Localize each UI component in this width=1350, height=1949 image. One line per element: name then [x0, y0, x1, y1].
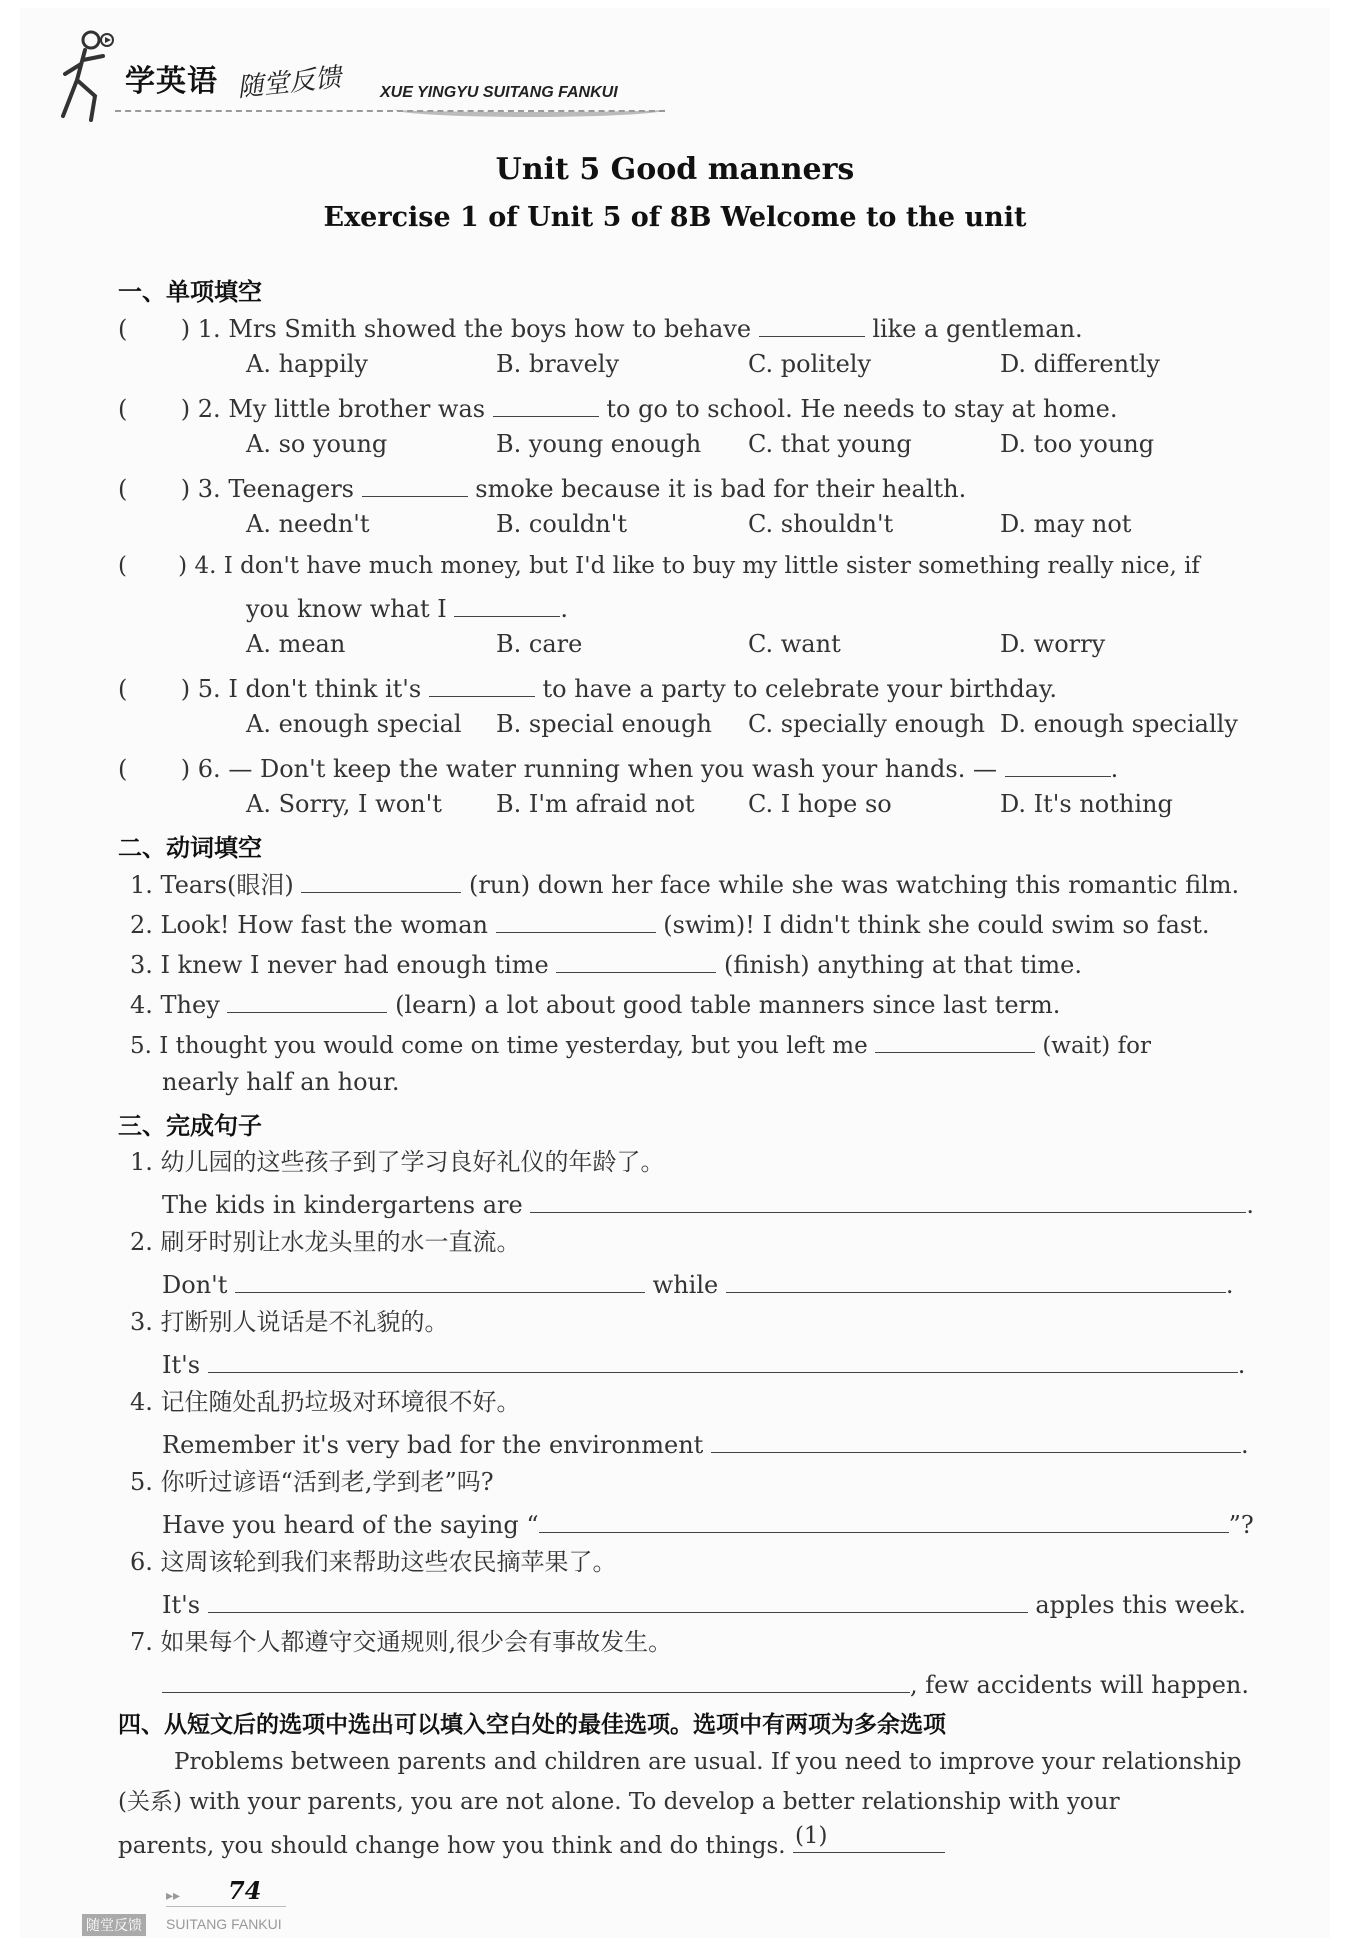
passage-line-1: Problems between parents and children are usual. If you need to improve your relationship: [174, 1749, 1242, 1775]
option-a[interactable]: A. so young: [246, 430, 388, 458]
option-d[interactable]: D. too young: [1000, 430, 1155, 458]
question-4: [118, 550, 1200, 582]
sentence-text: Don't: [162, 1271, 228, 1299]
chinese-prompt: 如果每个人都遵守交通规则,很少会有事故发生。: [160, 1628, 673, 1656]
chinese-prompt: 幼儿园的这些孩子到了学习良好礼仪的年龄了。: [160, 1148, 665, 1176]
question-3: [118, 470, 966, 505]
option-c[interactable]: C. want: [748, 630, 841, 658]
question-6: [118, 750, 1118, 785]
option-c[interactable]: C. shouldn't: [748, 510, 894, 538]
header: [55, 18, 675, 128]
answer-line[interactable]: [711, 1426, 1241, 1453]
item-number: 1.: [130, 1148, 153, 1176]
item-number: 4.: [130, 1388, 153, 1416]
sentence-text: Remember it's very bad for the environment: [162, 1431, 704, 1459]
item-text: Tears(眼泪): [160, 871, 294, 899]
question-text: .: [560, 595, 569, 623]
question-text: like a gentleman.: [872, 315, 1083, 343]
sentence-5-english: [162, 1506, 1254, 1541]
answer-bracket[interactable]: ( ): [118, 395, 191, 423]
verb-item-4: [130, 986, 1060, 1021]
answer-bracket[interactable]: ( ): [118, 553, 188, 579]
blank-label: (1): [794, 1823, 828, 1849]
sentence-text: Have you heard of the saying “: [162, 1511, 539, 1539]
option-a[interactable]: A. happily: [246, 350, 368, 378]
option-d[interactable]: D. differently: [1000, 350, 1160, 378]
footer-pinyin: SUITANG FANKUI: [166, 1916, 282, 1932]
answer-bracket[interactable]: ( ): [118, 315, 191, 343]
question-text: to go to school. He needs to stay at home.: [606, 395, 1118, 423]
sentence-4-chinese: [130, 1386, 521, 1418]
sentence-6-english: [162, 1586, 1246, 1621]
answer-line[interactable]: [539, 1506, 1229, 1533]
chinese-prompt: 刷牙时别让水龙头里的水一直流。: [160, 1228, 521, 1256]
item-text: They: [160, 991, 220, 1019]
option-d[interactable]: D. enough specially: [1000, 710, 1238, 738]
option-d[interactable]: D. It's nothing: [1000, 790, 1173, 818]
sentence-3-chinese: [130, 1306, 449, 1338]
item-text: (learn) a lot about good table manners since last term.: [395, 991, 1061, 1019]
verb-item-5: [130, 1026, 1151, 1062]
chinese-prompt: 打断别人说话是不礼貌的。: [160, 1308, 449, 1336]
question-4-continued: [246, 590, 568, 625]
item-number: 2.: [130, 911, 153, 939]
sentence-7-english: [162, 1666, 1249, 1701]
option-b[interactable]: B. young enough: [496, 430, 702, 458]
answer-line[interactable]: [726, 1266, 1226, 1293]
page-number: 74: [228, 1876, 262, 1905]
sentence-1-chinese: [130, 1146, 665, 1178]
question-2: [118, 390, 1118, 425]
footer-arrow-icon: ▸▸: [166, 1888, 181, 1904]
passage-blank-1[interactable]: [793, 1823, 945, 1853]
item-number: 5.: [130, 1033, 152, 1059]
option-a[interactable]: A. needn't: [246, 510, 370, 538]
passage-text: parents, you should change how you think and do things.: [118, 1833, 786, 1859]
answer-blank[interactable]: [493, 390, 599, 417]
question-number: 4.: [194, 553, 217, 579]
sentence-text: It's: [162, 1591, 201, 1619]
option-c[interactable]: C. specially enough: [748, 710, 985, 738]
option-b[interactable]: B. care: [496, 630, 583, 658]
sentence-text: The kids in kindergartens are: [162, 1191, 523, 1219]
question-number: 2.: [197, 395, 221, 423]
item-text: I knew I never had enough time: [160, 951, 549, 979]
sentence-text: .: [1240, 1431, 1249, 1459]
answer-line[interactable]: [162, 1666, 910, 1693]
item-number: 6.: [130, 1548, 153, 1576]
chinese-prompt: 这周该轮到我们来帮助这些农民摘苹果了。: [160, 1548, 617, 1576]
option-d[interactable]: D. may not: [1000, 510, 1132, 538]
sentence-3-english: [162, 1346, 1245, 1381]
section3-heading: 三、完成句子: [118, 1112, 262, 1140]
item-number: 1.: [130, 871, 153, 899]
option-c[interactable]: C. politely: [748, 350, 872, 378]
option-a[interactable]: A. mean: [246, 630, 346, 658]
option-a[interactable]: A. enough special: [246, 710, 462, 738]
sentence-text: ”?: [1228, 1511, 1254, 1539]
answer-line[interactable]: [208, 1586, 1028, 1613]
answer-blank[interactable]: [759, 310, 865, 337]
question-5: [118, 670, 1057, 705]
sentence-7-chinese: [130, 1626, 672, 1658]
item-text: (wait) for: [1042, 1033, 1151, 1059]
sentence-text: It's: [162, 1351, 201, 1379]
option-b[interactable]: B. couldn't: [496, 510, 627, 538]
option-c[interactable]: C. I hope so: [748, 790, 892, 818]
question-text: Mrs Smith showed the boys how to behave: [228, 315, 752, 343]
item-number: 3.: [130, 1308, 153, 1336]
answer-line[interactable]: [235, 1266, 645, 1293]
sentence-1-english: [162, 1186, 1254, 1221]
verb-item-5-continued: nearly half an hour.: [162, 1068, 400, 1096]
answer-blank[interactable]: [301, 866, 461, 893]
question-number: 5.: [197, 675, 221, 703]
question-text: — Don't keep the water running when you wash your hands. —: [228, 755, 997, 783]
question-number: 3.: [197, 475, 221, 503]
item-number: 3.: [130, 951, 153, 979]
item-number: 4.: [130, 991, 153, 1019]
item-number: 7.: [130, 1628, 153, 1656]
sentence-2-chinese: [130, 1226, 521, 1258]
question-1: [118, 310, 1083, 345]
answer-blank[interactable]: [429, 670, 535, 697]
passage-line-3: [118, 1823, 945, 1862]
question-text: you know what I: [246, 595, 447, 623]
sentence-text: .: [1237, 1351, 1246, 1379]
sentence-text: while: [652, 1271, 719, 1299]
sentence-text: .: [1246, 1191, 1254, 1219]
item-text: (finish) anything at that time.: [724, 951, 1082, 979]
answer-blank[interactable]: [1005, 750, 1111, 777]
option-d[interactable]: D. worry: [1000, 630, 1106, 658]
item-text: I thought you would come on time yesterday, but you left me: [159, 1033, 868, 1059]
answer-bracket[interactable]: ( ): [118, 675, 191, 703]
option-c[interactable]: C. that young: [748, 430, 912, 458]
chinese-prompt: 你听过谚语“活到老,学到老”吗?: [160, 1468, 494, 1496]
question-text: My little brother was: [228, 395, 486, 423]
unit-title: Unit 5 Good manners: [495, 152, 855, 187]
item-text: (swim)! I didn't think she could swim so fast.: [663, 911, 1210, 939]
answer-blank[interactable]: [496, 906, 656, 933]
question-number: 6.: [197, 755, 221, 783]
verb-item-3: [130, 946, 1082, 981]
item-number: 5.: [130, 1468, 153, 1496]
answer-line[interactable]: [530, 1186, 1246, 1213]
question-text: smoke because it is bad for their health.: [475, 475, 967, 503]
section4-heading: 四、从短文后的选项中选出可以填入空白处的最佳选项。选项中有两项为多余选项: [118, 1712, 946, 1738]
runner-logo-icon: [55, 26, 125, 122]
verb-item-1: [130, 866, 1239, 901]
question-text: Teenagers: [228, 475, 354, 503]
answer-line[interactable]: [208, 1346, 1238, 1373]
answer-bracket[interactable]: ( ): [118, 475, 191, 503]
option-b[interactable]: B. bravely: [496, 350, 620, 378]
sentence-6-chinese: [130, 1546, 617, 1578]
sentence-2-english: [162, 1266, 1234, 1301]
header-dashed-line: [115, 110, 665, 112]
exercise-title: Exercise 1 of Unit 5 of 8B Welcome to the unit: [323, 202, 1027, 233]
logo-subtitle: 随堂反馈: [235, 62, 343, 104]
chinese-prompt: 记住随处乱扔垃圾对环境很不好。: [160, 1388, 521, 1416]
question-text: to have a party to celebrate your birthday.: [542, 675, 1058, 703]
answer-blank[interactable]: [556, 946, 716, 973]
option-b[interactable]: B. special enough: [496, 710, 712, 738]
answer-blank[interactable]: [875, 1026, 1035, 1053]
question-text: .: [1110, 755, 1119, 783]
question-number: 1.: [197, 315, 221, 343]
logo-title: 学英语: [125, 64, 218, 99]
footer-line: [166, 1906, 286, 1907]
item-number: 2.: [130, 1228, 153, 1256]
sentence-text: , few accidents will happen.: [910, 1671, 1249, 1699]
footer-brand: 随堂反馈: [82, 1914, 146, 1936]
answer-blank[interactable]: [362, 470, 468, 497]
answer-blank[interactable]: [454, 590, 560, 617]
sentence-text: .: [1225, 1271, 1234, 1299]
sentence-5-chinese: [130, 1466, 494, 1498]
question-text: I don't have much money, but I'd like to buy my little sister something really nice, if: [223, 553, 1200, 579]
answer-blank[interactable]: [227, 986, 387, 1013]
sentence-text: apples this week.: [1035, 1591, 1247, 1619]
section1-heading: 一、单项填空: [118, 278, 262, 306]
option-a[interactable]: A. Sorry, I won't: [246, 790, 442, 818]
item-text: (run) down her face while she was watching this romantic film.: [469, 871, 1240, 899]
option-b[interactable]: B. I'm afraid not: [496, 790, 695, 818]
answer-bracket[interactable]: ( ): [118, 755, 191, 783]
header-pinyin: XUE YINGYU SUITANG FANKUI: [380, 84, 618, 101]
passage-line-2: (关系) with your parents, you are not alone. To develop a better relationship with your: [118, 1789, 1120, 1815]
verb-item-2: [130, 906, 1210, 941]
item-text: Look! How fast the woman: [160, 911, 488, 939]
sentence-4-english: [162, 1426, 1249, 1461]
section2-heading: 二、动词填空: [118, 834, 262, 862]
question-text: I don't think it's: [228, 675, 422, 703]
